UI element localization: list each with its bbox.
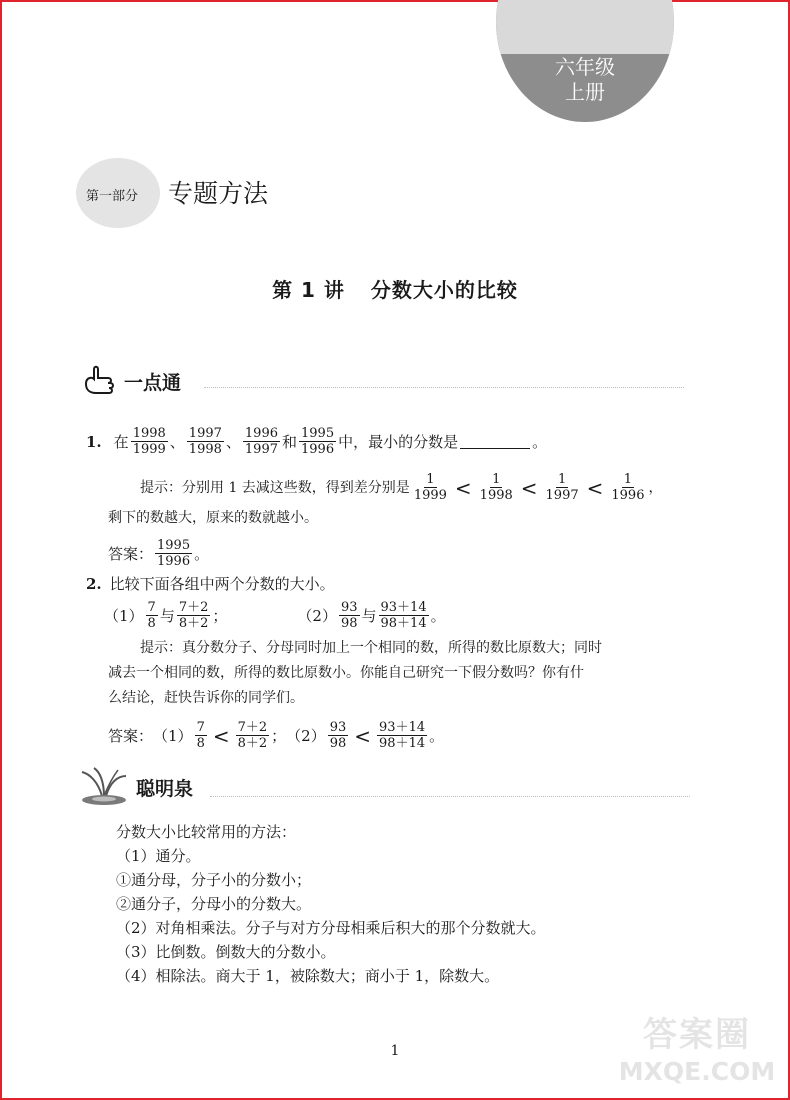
q2-a2a-num: 93 [329,720,347,735]
q2-p1-fraction-b [177,600,211,631]
q1-h4-den: 1996 [611,488,645,503]
section-yidiantong-title: 一点通 [124,371,182,394]
q2-a2-fraction-a [328,720,349,751]
q1-answer [108,538,209,569]
q2-a1-fraction-b [236,720,270,751]
grade-tab-top [496,0,674,54]
q1-hint [140,472,662,503]
q1-h2-den: 1998 [479,488,513,503]
q2-p2-fraction-a [339,600,360,631]
q1-hint-fraction-2 [478,472,515,503]
q2-a2-fraction-b [377,720,427,751]
q1-hint-lead: 提示：分别用 1 去减这些数，得到差分别是 [140,479,410,496]
lecture-number: 第 1 讲 [272,278,345,302]
grade-line-1: 六年级 [555,55,615,79]
q1-ans-den: 1996 [157,554,191,569]
watermark-line-2: MXQE.COM [618,1057,776,1086]
section-congmingquan-title: 聪明泉 [136,777,194,800]
q2-p1a-num: 7 [147,600,156,615]
q1-hint-line-2: 剩下的数越大，原来的数就越小。 [108,510,318,526]
section1-divider [204,387,684,388]
method-line-4: ②通分子，分母小的分数大。 [116,895,312,913]
q2-answer-end: 。 [429,726,445,745]
part-label: 第一部分 [86,189,139,204]
q2-a1-lt: < [212,723,230,748]
q2-a2b-den: 98＋14 [379,736,426,751]
q1-fraction-3 [243,426,280,457]
grade-label [496,55,674,105]
q1-answer-end: 。 [194,544,210,563]
part-title: 专题方法 [168,179,269,208]
q2-part-1-label: （1） [104,606,144,625]
q1-f1-den: 1999 [132,442,166,457]
watermark-line-1: 答案圈 [643,1015,751,1055]
watermark [612,1013,782,1093]
q1-h3-den: 1997 [545,488,579,503]
q2-p2a-den: 98 [340,616,358,631]
q1-ans-num: 1995 [157,538,191,553]
q2-p1-with: 与 [159,606,175,625]
q2-a1a-num: 7 [196,720,205,735]
q1-end: 。 [532,432,548,451]
q1-hint-lt-3: < [586,475,604,500]
q2-hint-line-3: 么结论，赶快告诉你的同学们。 [108,690,304,706]
q1-f3-den: 1997 [244,442,278,457]
q1-fraction-4 [299,426,336,457]
q1-h4-num: 1 [623,472,633,487]
q2-a2-label: （2） [286,726,326,745]
q2-a1b-den: 8＋2 [237,736,268,751]
section2-divider [210,796,690,797]
grade-tab [496,0,674,122]
q1-h1-num: 1 [426,472,435,487]
q1-h2-num: 1 [492,472,501,487]
q2-a1-fraction-a [195,720,207,751]
q1-hint-lt-2: < [520,475,538,500]
q1-f2-num: 1997 [188,426,222,441]
method-line-5: （2）对角相乘法。分子与对方分母相乘后积大的那个分数就大。 [116,919,546,937]
q2-p2a-num: 93 [340,600,358,615]
q2-p2-fraction-b [379,600,429,631]
q2-hint-line-1: 提示：真分数分子、分母同时加上一个相同的数，所得的数比原数大；同时 [140,640,602,656]
fountain-icon [78,766,130,808]
q1-fraction-1 [131,426,168,457]
q1-hint-lt-1: < [454,475,472,500]
q2-answer [108,720,444,751]
q2-parts [104,600,446,631]
q2-p2-end: 。 [430,606,446,625]
q2-a2b-num: 93＋14 [379,720,426,735]
q2-p1b-den: 8＋2 [178,616,209,631]
q2-a1-label: （1） [153,726,193,745]
q1-answer-fraction [155,538,192,569]
q1-answer-label: 答案： [108,544,154,563]
q2-part-2-label: （2） [297,606,337,625]
q1-sep-1: 、 [169,432,185,451]
q1-fraction-2 [187,426,224,457]
lecture-name: 分数大小的比较 [370,278,518,302]
lecture-title [0,274,790,303]
q2-p2b-den: 98＋14 [380,616,427,631]
q2-p1-end: ； [212,606,228,625]
pointing-hand-icon [82,364,118,398]
q2-a2a-den: 98 [329,736,347,751]
q2-number: 2. [86,575,102,593]
q1-hint-comma: ， [648,479,663,496]
q1-number: 1. [86,432,102,451]
q2-p1b-num: 7＋2 [178,600,209,615]
q1-hint-fraction-4 [609,472,646,503]
q1-hint-fraction-3 [544,472,581,503]
q2-a2-lt: < [354,723,372,748]
method-line-2: （1）通分。 [116,847,201,865]
method-line-6: （3）比倒数。倒数大的分数小。 [116,943,336,961]
q2-p1a-den: 8 [147,616,156,631]
q2-p2-with: 与 [361,606,377,625]
method-line-3: ①通分母，分子小的分数小； [116,871,312,889]
question-2 [86,574,335,594]
q1-hint-fraction-1 [412,472,449,503]
q2-hint-line-2: 减去一个相同的数，所得的数比原数小。你能自己研究一下假分数吗？你有什 [108,665,584,681]
q2-p2b-num: 93＋14 [380,600,427,615]
method-line-7: （4）相除法。商大于 1，被除数大；商小于 1，除数大。 [116,967,500,985]
q2-text: 比较下面各组中两个分数的大小。 [109,575,335,593]
q1-sep-2: 、 [225,432,241,451]
q1-answer-blank [460,434,530,449]
q2-a1a-den: 8 [196,736,205,751]
q1-and: 和 [282,432,298,451]
question-1 [86,426,547,457]
q1-f1-num: 1998 [132,426,166,441]
q1-f2-den: 1998 [188,442,222,457]
q1-tail: 中，最小的分数是 [338,432,459,451]
q1-lead: 在 [113,432,129,451]
q2-answer-label: 答案： [108,726,154,745]
q1-f4-num: 1995 [301,426,335,441]
q2-p1-fraction-a [146,600,158,631]
q1-f3-num: 1996 [244,426,278,441]
page-number: 1 [390,1043,400,1059]
method-line-1: 分数大小比较常用的方法： [116,823,297,841]
grade-line-2: 上册 [565,80,605,104]
q1-h3-num: 1 [557,472,567,487]
section-yidiantong-header [82,364,181,398]
q2-a1b-num: 7＋2 [237,720,268,735]
q1-f4-den: 1996 [301,442,335,457]
section-congmingquan-header [78,766,193,808]
q2-answer-sep: ； [271,726,287,745]
q1-h1-den: 1999 [413,488,447,503]
